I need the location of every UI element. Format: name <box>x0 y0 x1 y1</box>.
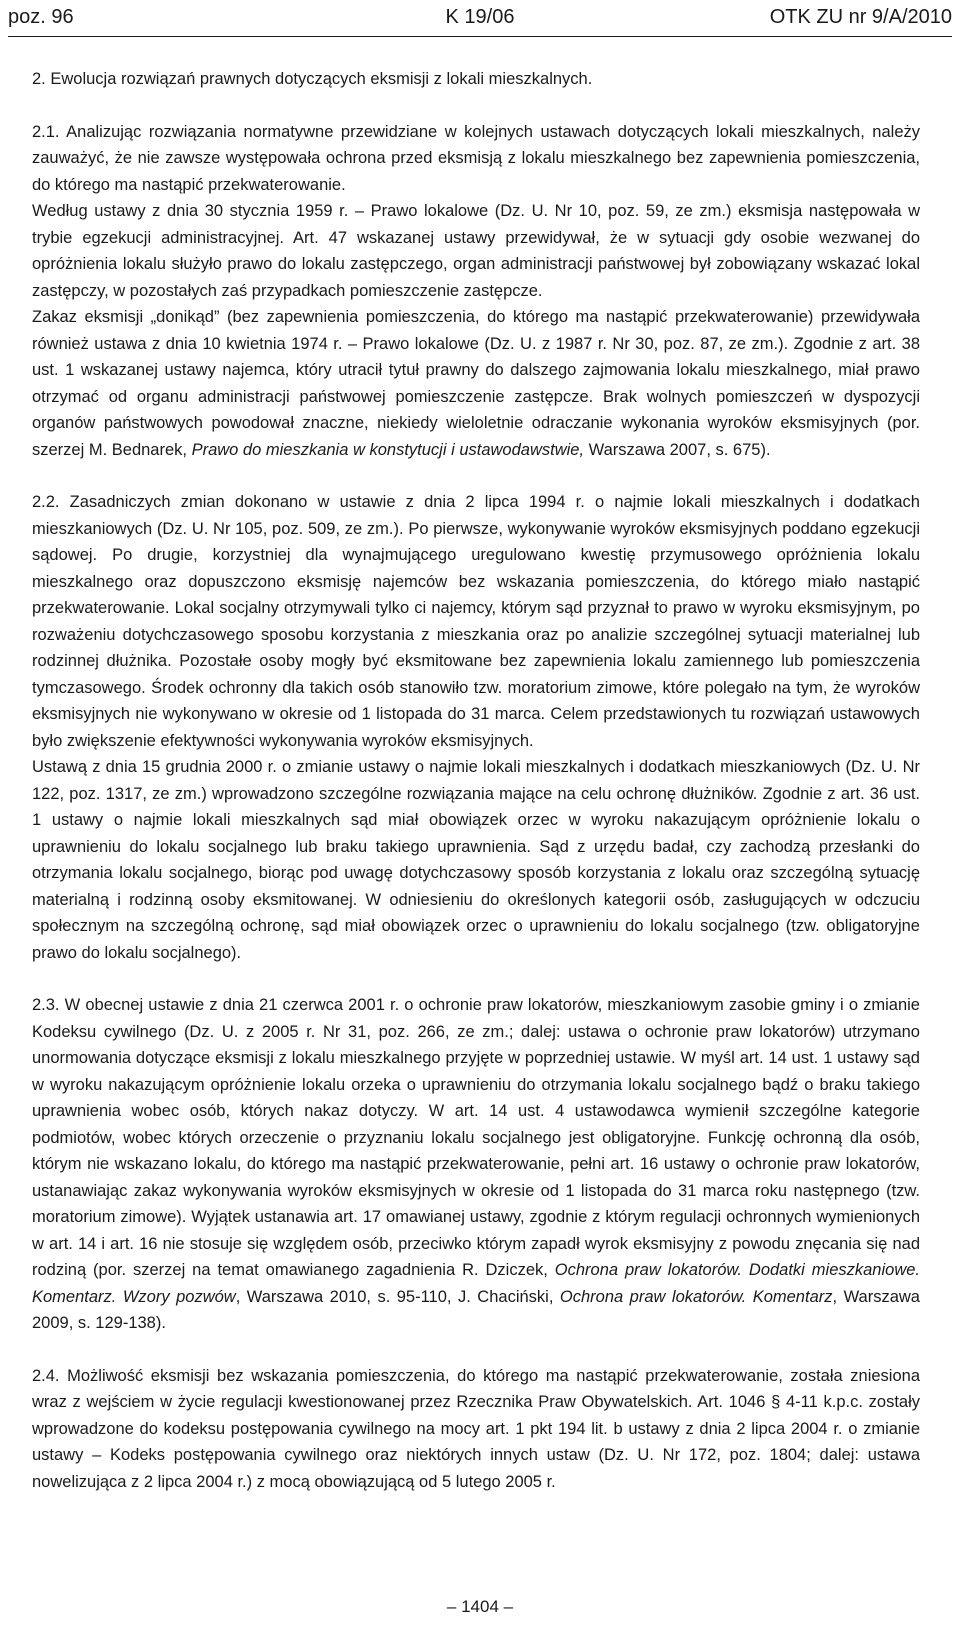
paragraph-text: 2.3. W obecnej ustawie z dnia 21 czerwca 2001 r. o ochronie praw lokatorów, mieszkaniowym zasobie gminy i o zmianie Kodeksu cywilnego (Dz. U. z 2005 r. Nr 31, poz. 266, ze zm.; dalej: ustawa o ochronie praw lokatorów) utrzymano unormowania dotyczące eksmisji z lokalu mieszkalnego przyjęte w poprzedniej ustawie. W myśl art. 14 ust. 1 ustawy sąd w wyroku nakazującym opróżnienie lokalu orzeka o uprawnieniu do otrzymania lokalu socjalnego bądź o braku takiego uprawnienia wobec osób, których nakaz dotyczy. W art. 14 ust. 4 ustawodawca wymienił szczególne kategorie podmiotów, wobec których orzeczenie o przyznaniu lokalu socjalnego jest obligatoryjne. Funkcję ochronną dla osób, którym nie wskazano lokalu, do którego ma nastąpić przekwaterowanie, pełni art. 16 ustawy o ochronie praw lokatorów, ustanawiając zakaz wykonywania wyroków eksmisyjnych w okresie od 1 listopada do 31 marca roku następnego (tzw. moratorium zimowe). Wyjątek ustanawia art. 17 omawianej ustawy, zgodnie z którym regulacji ochronnych wymienionych w art. 14 i art. 16 nie stosuje się względem osób, przeciwko którym zapadł wyrok eksmisyjny z powodu znęcania się nad rodziną (por. szerzej na temat omawianego zagadnienia R. Dziczek, <box>32 996 920 1279</box>
paragraph-2-4: 2.4. Możliwość eksmisji bez wskazania pomieszczenia, do którego ma nastąpić przekwaterowanie, została zniesiona wraz z wejściem w życie regulacji kwestionowanej przez Rzecznika Praw Obywatelskich. Art. 1046 § 4-11 k.p.c. zostały wprowadzone do kodeksu postępowania cywilnego na mocy art. 1 pkt 194 lit. b ustawy z dnia 2 lipca 2004 r. o zmianie ustawy – Kodeks postępowania cywilnego oraz niektórych innych ustaw (Dz. U. Nr 172, poz. 1804; dalej: ustawa nowelizująca z 2 lipca 2004 r.) z mocą obowiązującą od 5 lutego 2005 r. <box>32 1366 920 1491</box>
cited-title: Ochrona praw lokatorów. Dodatki mieszkaniowe. Komentarz. Wzory pozwów <box>32 1261 920 1306</box>
header-position: poz. 96 <box>8 6 74 28</box>
section-2-title: 2. Ewolucja rozwiązań prawnych dotyczących eksmisji z lokali mieszkalnych. <box>32 70 593 88</box>
paragraph-text: , Warszawa 2010, s. 95-110, J. Chaciński, <box>235 1287 560 1306</box>
paragraph-text: Warszawa 2007, s. 675). <box>584 440 771 459</box>
page-header <box>8 2 952 37</box>
paragraph-2-1-b: Według ustawy z dnia 30 stycznia 1959 r. – Prawo lokalowe (Dz. U. Nr 10, poz. 59, ze zm.) eksmisja następowała w trybie egzekucji administracyjnej. Art. 47 wskazanej ustawy przewidywał, że w sytuacji gdy osobie wezwanej do opróżnienia lokalu służyło prawo do lokalu zastępczego, organ administracji państwowej był zobowiązany wskazać lokal zastępczy, w pozostałych zaś przypadkach pomieszczenie zastępcze. <box>32 202 920 300</box>
paragraph-2-2: 2.2. Zasadniczych zmian dokonano w ustawie z dnia 2 lipca 1994 r. o najmie lokali mieszkalnych i dodatkach mieszkaniowych (Dz. U. Nr 105, poz. 509, ze zm.). Po pierwsze, wykonywanie wyroków eksmisyjnych poddano egzekucji sądowej. Po drugie, korzystniej dla wynajmującego uregulowano kwestię przymusowego opróżnienia lokalu mieszkalnego oraz dopuszczono eksmisję najemców bez wskazania pomieszczenia, do którego miało nastąpić przekwaterowanie. Lokal socjalny otrzymywali tylko ci najemcy, którym sąd przyznał to prawo w wyroku eksmisyjnym, po rozważeniu dotychczasowego sposobu korzystania z mieszkania oraz po analizie szczególnej sytuacji materialnej lub rodzinnej dłużnika. Pozostałe osoby mogły być eksmitowane bez zapewnienia lokalu zamiennego lub pomieszczenia tymczasowego. Środek ochronny dla takich osób stanowiło tzw. moratorium zimowe, które polegało na tym, że wyroków eksmisyjnych nie wykonywano w okresie od 1 listopada do 31 marca. Celem przedstawionych tu rozwiązań ustawowych było zwiększenie efektywności wykonywania wyroków eksmisyjnych. <box>32 493 920 750</box>
paragraph-text: Zakaz eksmisji „donikąd” (bez zapewnienia pomieszczenia, do którego ma nastąpić przekwaterowanie) przewidywała również ustawa z dnia 10 kwietnia 1974 r. – Prawo lokalowe (Dz. U. z 1987 r. Nr 30, poz. 87, ze zm.). Zgodnie z art. 38 ust. 1 wskazanej ustawy najemca, który utracił tytuł prawny do dalszego zajmowania lokalu mieszkalnego, miał prawo otrzymać od organu administracji państwowej pomieszczenie zastępcze. Brak wolnych pomieszczeń w dyspozycji organów państwowych powodował znaczne, niekiedy wieloletnie odraczanie wykonania wyroków eksmisyjnych (por. szerzej M. Bednarek, <box>32 308 920 459</box>
paragraph-text: , Warszawa 2009, s. 129-138). <box>32 1287 920 1332</box>
paragraph-2-1-c <box>32 304 920 463</box>
page-number: – 1404 – <box>446 1597 514 1616</box>
document-body <box>32 66 920 1495</box>
paragraph-2-3 <box>32 992 920 1337</box>
header-publication: OTK ZU nr 9/A/2010 <box>769 6 952 28</box>
cited-title: Prawo do mieszkania w konstytucji i ustawodawstwie, <box>191 440 585 459</box>
header-case-number: K 19/06 <box>445 6 515 28</box>
paragraph-2-1: 2.1. Analizując rozwiązania normatywne przewidziane w kolejnych ustawach dotyczących lokali mieszkalnych, należy zauważyć, że nie zawsze występowała ochrona przed eksmisją z lokalu mieszkalnego bez zapewnienia pomieszczenia, do którego ma nastąpić przekwaterowanie. <box>32 122 920 194</box>
paragraph-2-2-b: Ustawą z dnia 15 grudnia 2000 r. o zmianie ustawy o najmie lokali mieszkalnych i dodatkach mieszkaniowych (Dz. U. Nr 122, poz. 1317, ze zm.) wprowadzono szczególne rozwiązania mające na celu ochronę dłużników. Zgodnie z art. 36 ust. 1 ustawy o najmie lokali mieszkalnych sąd miał obowiązek orzec w wyroku nakazującym opróżnienie lokalu o uprawnieniu do lokalu socjalnego lub braku takiego uprawnienia. Sąd z urzędu badał, czy zachodzą przesłanki do otrzymania lokalu socjalnego, biorąc pod uwagę dotychczasowy sposób korzystania z lokalu oraz szczególną sytuację materialną i rodzinną osoby eksmitowanej. W odniesieniu do określonych kategorii osób, zasługujących w odczuciu społecznym na szczególną ochronę, sąd miał obowiązek orzec o uprawnieniu do lokalu socjalnego (tzw. obligatoryjne prawo do lokalu socjalnego). <box>32 758 920 962</box>
cited-title: Ochrona praw lokatorów. Komentarz <box>559 1287 833 1306</box>
